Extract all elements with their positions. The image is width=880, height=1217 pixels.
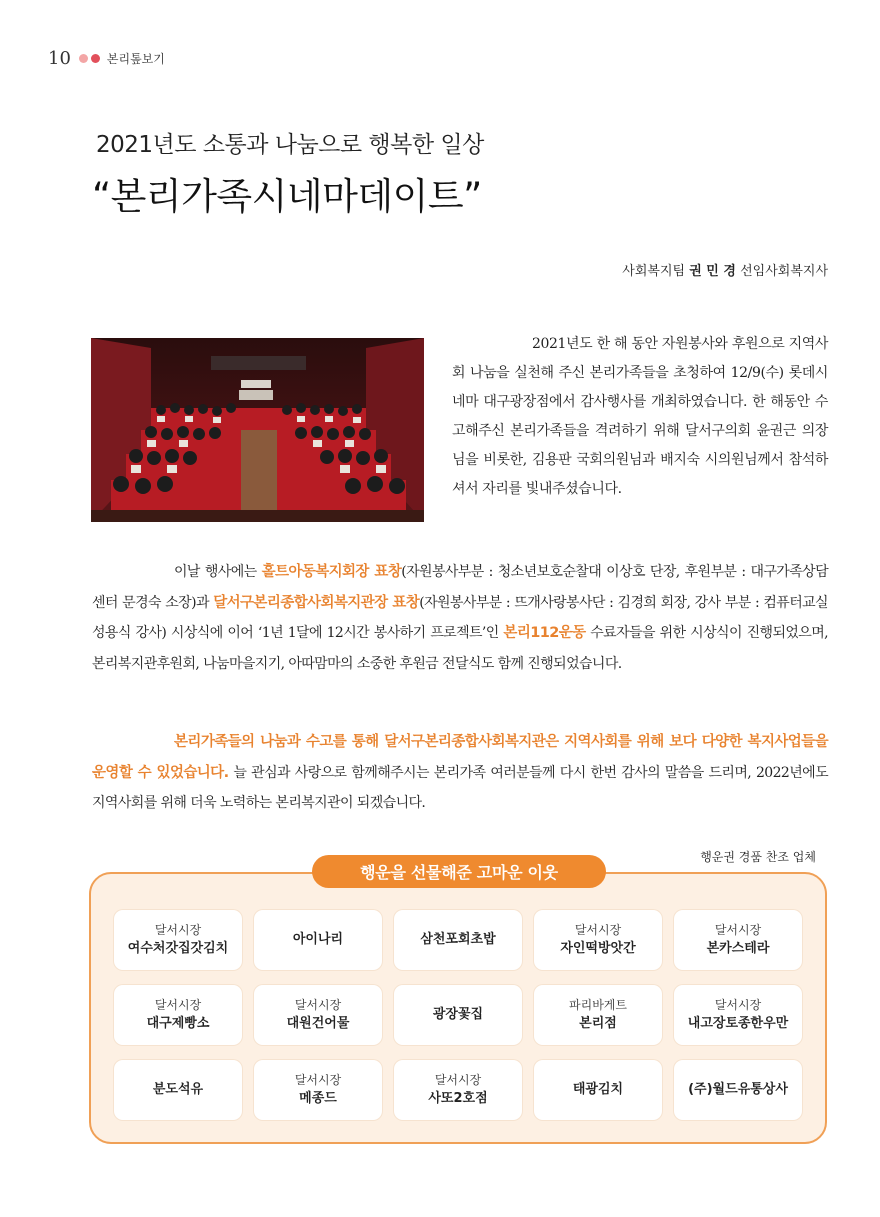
- sponsor-card-subtitle: 달서시장: [434, 1072, 482, 1087]
- page-number: 10: [48, 47, 71, 69]
- sponsor-card-name: 사또2호점: [428, 1090, 488, 1106]
- sponsor-card: [394, 910, 522, 970]
- byline-role: 선임사회복지사: [740, 264, 828, 279]
- sponsor-card-name: 태광김치: [572, 1082, 624, 1097]
- sponsor-note: 행운권 경품 찬조 업체: [700, 850, 816, 864]
- sponsor-card: [254, 910, 382, 970]
- sponsor-card-name: 내고장토종한우만: [687, 1015, 789, 1031]
- intro-paragraph: [452, 330, 828, 504]
- byline-name: 권 민 경: [689, 264, 736, 279]
- award-highlight-holt: 홀트아동복지회장 표창: [261, 564, 402, 580]
- cinema-audience-image: [91, 338, 424, 522]
- sponsor-card: [114, 985, 242, 1045]
- sponsor-card: [534, 1060, 662, 1120]
- sponsor-card: [114, 1060, 242, 1120]
- sponsor-card-name: 광장꽃집: [432, 1007, 484, 1022]
- campaign-highlight-112: 본리112운동: [503, 625, 586, 641]
- sponsor-card-name: (주)월드유통상사: [688, 1082, 788, 1097]
- closing-highlight: 본리가족들의 나눔과 수고를 통해 달서구본리종합사회복지관은 지역사회를 위해 보다 다양한 복지사업들을 운영할 수 있었습니다.: [92, 734, 828, 781]
- award-highlight-center: 달서구본리종합사회복지관장 표창: [213, 594, 420, 611]
- sponsor-card-name: 삼천포회초밥: [420, 932, 496, 947]
- article-title: “본리가족시네마데이트”: [92, 175, 482, 218]
- sponsor-card-name: 아이나리: [292, 932, 344, 947]
- sponsor-card-name: 본카스테라: [706, 940, 770, 956]
- sponsor-card-subtitle: 달서시장: [714, 997, 762, 1012]
- sponsor-box-title: 행운을 선물해준 고마운 이웃: [312, 855, 606, 888]
- sponsor-card: [394, 1060, 522, 1120]
- sponsor-card: [674, 910, 802, 970]
- cinema-event-photo: [91, 338, 424, 522]
- red-dot-icon: [91, 54, 100, 63]
- ceremony-text-4: 수료자들을 위한 시상식이 진행되었으며, 본리복지관후원회, 나눔마을지기, 아따맘마의 소중한 후원금 전달식도 함께 진행되었습니다.: [92, 625, 828, 672]
- sponsor-card: [394, 985, 522, 1045]
- sponsor-card-subtitle: 파리바게트: [569, 997, 627, 1012]
- sponsor-card-name: 대원건어물: [286, 1015, 350, 1031]
- sponsor-card-name: 여수처갓집갓김치: [127, 940, 229, 956]
- byline: [622, 260, 828, 279]
- sponsor-card-subtitle: 달서시장: [574, 922, 622, 937]
- byline-team: 사회복지팀: [622, 264, 686, 279]
- sponsor-card: [674, 985, 802, 1045]
- ceremony-text-2: (자원봉사부분 : 청소년보호순찰대 이상호 단장, 후원부분 : 대구가족상담센터 문경숙 소장)과: [92, 564, 828, 611]
- sponsor-card-name: 자인떡방앗간: [560, 940, 636, 956]
- intro-text: 2021년도 한 해 동안 자원봉사와 후원으로 지역사회 나눔을 실천해 주신 본리가족들을 초청하여 12/9(수) 롯데시네마 대구광장점에서 감사행사를 개최하였습니다. 한 해동안 수고해주신 본리가족들을 격려하기 위해 달서구의회 윤권근 의장님을 비롯한, 김용판 국회의원님과 배지숙 시의원님께서 참석하셔서 자리를 빛내주셨습니다.: [452, 336, 828, 497]
- sponsor-card-subtitle: 달서시장: [154, 922, 202, 937]
- sponsor-card: [114, 910, 242, 970]
- sponsor-card-name: 본리점: [579, 1015, 617, 1031]
- sponsor-card: [254, 1060, 382, 1120]
- sponsor-card: [254, 985, 382, 1045]
- sponsor-card-subtitle: 달서시장: [154, 997, 202, 1012]
- sponsor-card-name: 메종드: [299, 1090, 337, 1106]
- closing-paragraph: [92, 727, 828, 819]
- closing-text: 늘 관심과 사랑으로 함께해주시는 본리가족 여러분들께 다시 한번 감사의 말씀을 드리며, 2022년에도 지역사회를 위해 더욱 노력하는 본리복지관이 되겠습니다.: [92, 764, 828, 811]
- ceremony-text-3: (자원봉사부분 : 뜨개사랑봉사단 : 김경희 회장, 강사 부분 : 컴퓨터교실 성용식 강사) 시상식에 이어 ‘1년 1달에 12시간 봉사하기 프로젝트’인: [92, 594, 828, 641]
- sponsor-card: [534, 985, 662, 1045]
- sponsor-card-name: 분도석유: [152, 1082, 204, 1097]
- sponsor-card: [534, 910, 662, 970]
- pink-dot-icon: [79, 54, 88, 63]
- sponsor-card-subtitle: 달서시장: [294, 1072, 342, 1087]
- ceremony-text-1: 이날 행사에는: [174, 564, 262, 580]
- section-name: 본리톺보기: [106, 51, 165, 66]
- sponsor-card: [674, 1060, 802, 1120]
- article-subtitle: 2021년도 소통과 나눔으로 행복한 일상: [96, 132, 484, 158]
- sponsor-card-subtitle: 달서시장: [294, 997, 342, 1012]
- page-header: [48, 46, 165, 70]
- sponsor-card-name: 대구제빵소: [146, 1015, 210, 1031]
- sponsor-card-subtitle: 달서시장: [714, 922, 762, 937]
- ceremony-paragraph: [92, 557, 828, 679]
